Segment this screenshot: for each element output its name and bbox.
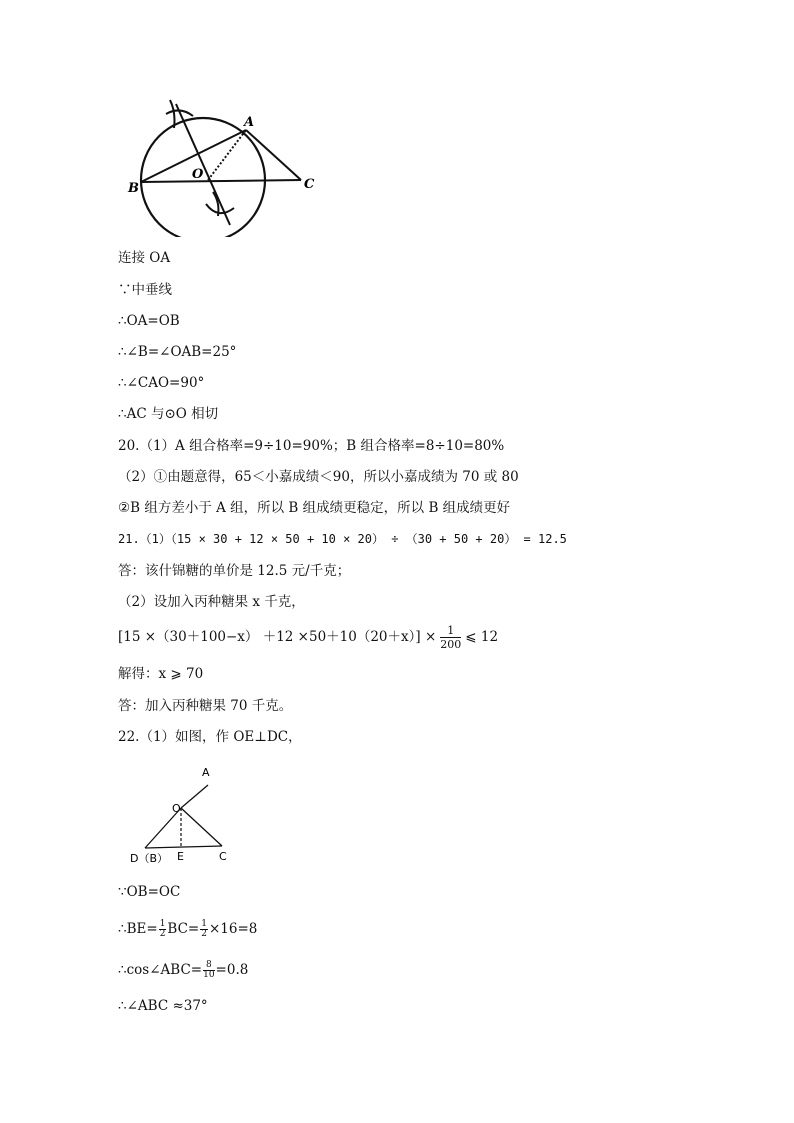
- text-line: ∴OA=OB: [118, 313, 180, 329]
- be-f2-num: 1: [201, 919, 207, 929]
- text-line: 20.（1）A 组合格率=9÷10=90%；B 组合格率=8÷10=80%: [118, 438, 505, 454]
- text-line: ∴∠ABC ≈37°: [118, 998, 208, 1014]
- text-line: （2）①由题意得，65＜小嘉成绩＜90，所以小嘉成绩为 70 或 80: [118, 469, 519, 485]
- inequality-line: [118, 621, 498, 653]
- cos-den: 10: [203, 970, 215, 980]
- be-f1-den: 2: [159, 929, 166, 939]
- be-line: [118, 917, 257, 941]
- be-mid: BC=: [167, 921, 200, 937]
- text-line: ∴∠B=∠OAB=25°: [118, 344, 237, 360]
- label-O: O: [192, 167, 204, 182]
- text-line: 21.（1）（15 × 30 + 12 × 50 + 10 × 20） ÷ （30 + 50 + 20） = 12.5: [118, 532, 567, 546]
- label-B: B: [128, 181, 139, 196]
- label-D: D（B）: [130, 852, 169, 865]
- be-fraction-2: [200, 920, 208, 939]
- text-line: 解得：x ⩾ 70: [118, 666, 204, 682]
- be-fraction-1: [159, 920, 167, 939]
- text-line: ∵OB=OC: [118, 884, 181, 900]
- label-C: C: [219, 850, 227, 863]
- ineq-after: ⩽ 12: [465, 629, 499, 645]
- ineq-den: 200: [440, 638, 462, 651]
- label-E: E: [177, 850, 184, 863]
- text-line: ∵中垂线: [118, 282, 172, 298]
- ineq-num: 1: [440, 624, 461, 638]
- text-line: 连接 OA: [118, 250, 171, 266]
- text-line: ∴∠CAO=90°: [118, 375, 205, 391]
- ineq-before: [15 ×（30＋100−x） ＋12 ×50＋10（20＋x）] ×: [118, 629, 437, 645]
- cos-num: 8: [203, 961, 214, 971]
- text-line: （2）设加入丙种糖果 x 千克，: [118, 594, 305, 610]
- text-line: ②B 组方差小于 A 组，所以 B 组成绩更稳定，所以 B 组成绩更好: [118, 500, 511, 516]
- circle-tangent-figure: [118, 92, 338, 237]
- be-f2-den: 2: [201, 929, 207, 939]
- cos-post: =0.8: [215, 962, 249, 978]
- cos-fraction: [203, 961, 214, 980]
- be-post: ×16=8: [208, 921, 258, 937]
- triangle-figure: [118, 760, 258, 868]
- be-f1-num: 1: [159, 919, 166, 929]
- cos-line: [118, 958, 248, 982]
- ineq-fraction: [440, 624, 461, 651]
- label-O: O: [172, 802, 181, 815]
- text-line: 答：加入丙种糖果 70 千克。: [118, 698, 293, 714]
- cos-pre: ∴cos∠ABC=: [118, 962, 203, 978]
- label-A: A: [202, 766, 210, 779]
- text-line: 答：该什锦糖的单价是 12.5 元/千克；: [118, 563, 351, 579]
- label-C: C: [304, 177, 315, 192]
- label-A: A: [244, 115, 255, 130]
- text-line: ∴AC 与⊙O 相切: [118, 406, 219, 422]
- be-pre: ∴BE=: [118, 921, 158, 937]
- text-line: 22.（1）如图，作 OE⊥DC，: [118, 729, 302, 745]
